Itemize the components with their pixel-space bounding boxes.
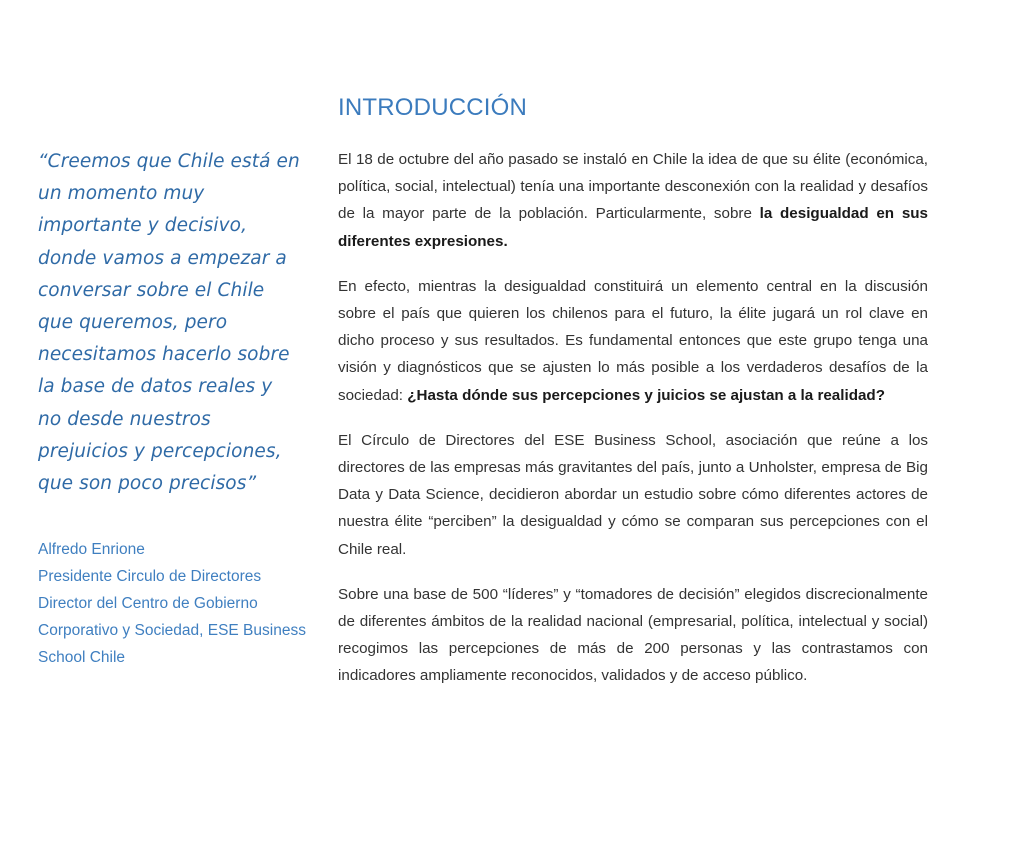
section-title: INTRODUCCIÓN xyxy=(338,94,528,121)
paragraph-3-text: El Círculo de Directores del ESE Business School, asociación que reúne a los directores de las empresas más gravitantes del país, junto a Unholster, empresa de Big Data y Data Science, decidieron abordar un estudio sobre cómo diferentes actores de nuestra élite “perciben” la desigualdad y cómo se comparan sus percepciones con el Chile real. xyxy=(338,431,928,558)
paragraph-1-text: El 18 de octubre del año pasado se instaló en Chile la idea de que su élite (económica, política, social, intelectual) tenía una importante desconexión con la realidad y desafíos de la mayor parte de la población. Particularmente, sobre xyxy=(338,151,928,223)
paragraph-1-bold: la desigualdad en sus diferentes expresiones. xyxy=(338,205,928,250)
author-name: Alfredo Enrione xyxy=(38,541,145,559)
paragraph-4 xyxy=(338,581,928,690)
sidebar xyxy=(38,146,306,671)
paragraph-1 xyxy=(338,146,928,255)
paragraph-3 xyxy=(338,427,928,563)
main-content xyxy=(338,92,928,708)
paragraph-4-text: Sobre una base de 500 “líderes” y “tomadores de decisión” elegidos discrecionalmente de diferentes ámbitos de la realidad nacional (empresarial, política, intelectual y social) recogimos las percepciones de más de 200 personas y las contrastamos con indicadores ampliamente reconocidos, validados y de acceso público. xyxy=(338,585,928,685)
quote-attribution xyxy=(38,536,306,671)
author-role-line-2: Director del Centro de Gobierno xyxy=(38,595,258,613)
author-role-line-1: Presidente Circulo de Directores xyxy=(38,568,262,586)
paragraph-2-text: En efecto, mientras la desigualdad constituirá un elemento central en la discusión sobre el país que quieren los chilenos para el futuro, la élite jugará un rol clave en dicho proceso y sus resultados. Es fundamental entonces que este grupo tenga una visión y diagnósticos que se ajusten lo más posible a los verdaderos desafíos de la sociedad: xyxy=(338,277,928,404)
author-role-line-4: School Chile xyxy=(38,649,126,667)
paragraph-2 xyxy=(338,273,928,409)
author-role-line-3: Corporativo y Sociedad, ESE Business xyxy=(38,622,306,640)
paragraph-2-bold: ¿Hasta dónde sus percepciones y juicios se ajustan a la realidad? xyxy=(407,386,885,404)
pull-quote: “Creemos que Chile está en un momento muy importante y decisivo, donde vamos a empezar a conversar sobre el Chile que queremos, pero necesitamos hacerlo sobre la base de datos reales y no desde nuestros prejuicios y percepciones, que son poco precisos” xyxy=(38,151,300,495)
